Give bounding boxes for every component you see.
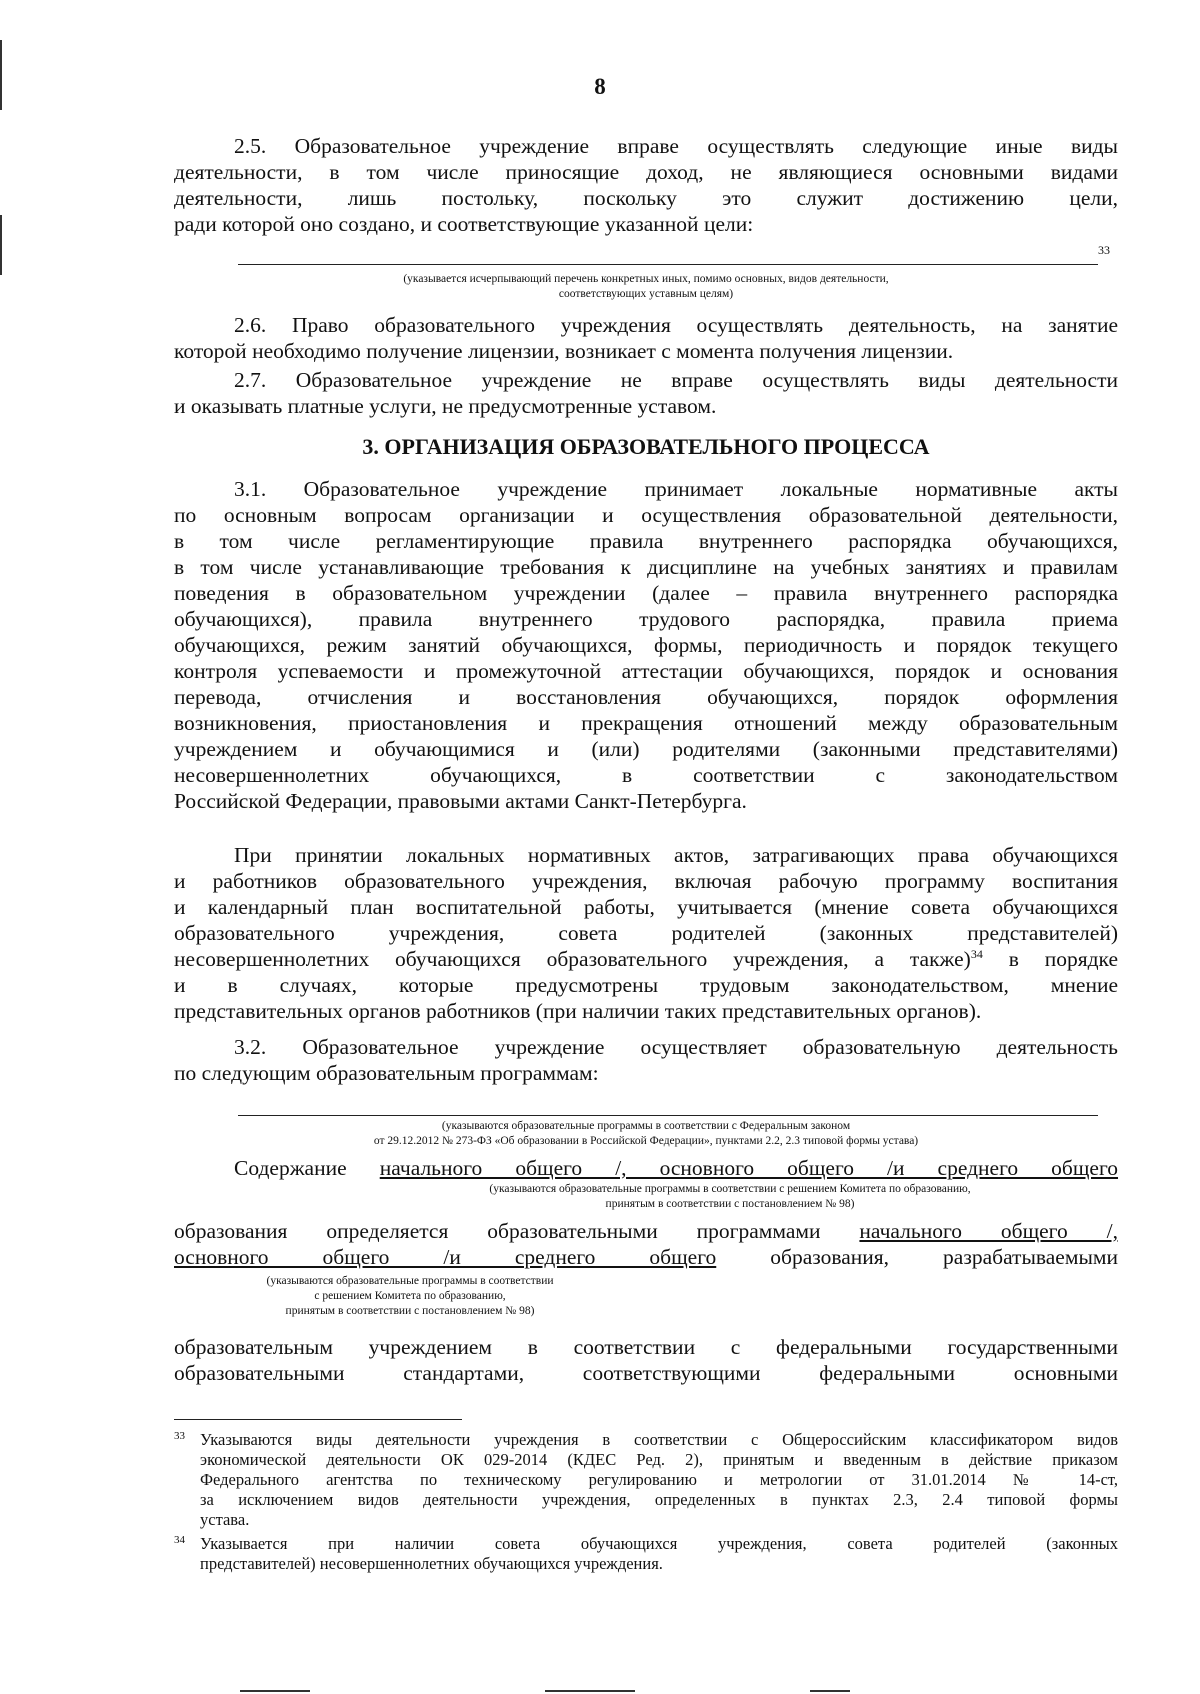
note-line: принятым в соответствии с постановлением № 98) <box>605 1198 855 1210</box>
text-line: контроля успеваемости и промежуточной аттестации обучающихся, порядок и основания <box>174 659 1118 683</box>
text-line: и работников образовательного учреждения, включая рабочую программу воспитания <box>174 869 1118 893</box>
note-line: принятым в соответствии с постановлением № 98) <box>285 1305 535 1317</box>
content-line <box>174 1155 1118 1181</box>
text-segment: несовершеннолетних обучающихся образовательного учреждения, а также) <box>174 947 971 971</box>
text-line: образовательным учреждением в соответствии с федеральными государственными <box>174 1335 1118 1359</box>
text-line: 3.1. Образовательное учреждение принимает локальные нормативные акты <box>234 477 1118 501</box>
paragraph-3-2 <box>174 1034 1118 1086</box>
text-line: и оказывать платные услуги, не предусмотренные уставом. <box>174 394 717 418</box>
text-line: в том числе устанавливающие требования к дисциплине на учебных занятиях и правилам <box>174 555 1118 579</box>
paragraph-2-6 <box>174 312 1118 364</box>
text-line: обучающихся, режим занятий обучающихся, формы, периодичность и порядок текущего <box>174 633 1118 657</box>
footnote-line: представителей) несовершеннолетних обучающихся учреждения. <box>200 1554 663 1573</box>
text-line: ради которой оно создано, и соответствующие указанной цели: <box>174 212 754 236</box>
text-segment: в порядке <box>982 947 1118 971</box>
text-line: которой необходимо получение лицензии, возникает с момента получения лицензии. <box>174 339 954 363</box>
footnote-mark: 33 <box>174 1430 185 1442</box>
text-line: деятельности, лишь постольку, поскольку это служит достижению цели, <box>174 186 1118 210</box>
page-number: 8 <box>594 74 606 99</box>
footnote-34 <box>174 1534 1118 1574</box>
education-lines <box>174 1218 1118 1270</box>
text-segment: Содержание <box>234 1156 347 1180</box>
note-line: (указывается исчерпывающий перечень конкретных иных, помимо основных, видов деятельности, <box>403 273 889 285</box>
text-line: образовательного учреждения, совета родителей (законных представителей) <box>174 921 1118 945</box>
section-heading: 3. ОРГАНИЗАЦИЯ ОБРАЗОВАТЕЛЬНОГО ПРОЦЕССА <box>362 434 930 459</box>
note-line: (указываются образовательные программы в соответствии <box>266 1275 554 1287</box>
text-line: 2.7. Образовательное учреждение не вправе осуществлять виды деятельности <box>234 368 1118 392</box>
scan-bottom-mark <box>810 1690 850 1692</box>
paragraph-2-7 <box>174 367 1118 419</box>
text-line: возникновения, приостановления и прекращения отношений между образовательным <box>174 711 1118 735</box>
text-line: обучающихся), правила внутреннего трудового распорядка, правила приема <box>174 607 1118 631</box>
text-line: в том числе регламентирующие правила внутреннего распорядка обучающихся, <box>174 529 1118 553</box>
note-2-5 <box>174 272 1118 302</box>
text-segment: образования определяется образовательными программами <box>174 1219 821 1243</box>
note-content <box>350 1182 1110 1212</box>
scan-edge-mark <box>0 215 2 275</box>
fill-line <box>238 1115 1098 1116</box>
text-line: При принятии локальных нормативных актов, затрагивающих права обучающихся <box>234 843 1118 867</box>
footnote-line: Указывается при наличии совета обучающихся учреждения, совета родителей (законных <box>200 1534 1118 1553</box>
text-line: представительных органов работников (при наличии таких представительных органов). <box>174 999 982 1023</box>
text-line <box>174 1218 1118 1244</box>
footnote-mark: 34 <box>174 1534 185 1546</box>
scan-bottom-mark <box>545 1690 635 1692</box>
program-levels-underlined: начального общего /, <box>859 1219 1118 1243</box>
text-line: несовершеннолетних обучающихся, в соответствии с законодательством <box>174 763 1118 787</box>
note-line: от 29.12.2012 № 273-ФЗ «Об образовании в Российской Федерации», пунктами 2.2, 2.3 типовой формы устава) <box>373 1135 919 1147</box>
text-line: поведения в образовательном учреждении (далее – правила внутреннего распорядка <box>174 581 1118 605</box>
paragraph-final <box>174 1334 1118 1386</box>
text-line <box>174 1155 1118 1181</box>
paragraph-3-1 <box>174 476 1118 814</box>
footnote-33 <box>174 1430 1118 1530</box>
note-3-2 <box>174 1119 1118 1149</box>
paragraph-acceptance <box>174 842 1118 1024</box>
text-line: Российской Федерации, правовыми актами Санкт-Петербурга. <box>174 789 747 813</box>
text-line: 3.2. Образовательное учреждение осуществляет образовательную деятельность <box>234 1035 1118 1059</box>
footnote-line: за исключением видов деятельности учреждения, определенных в пунктах 2.3, 2.4 типовой формы <box>200 1490 1118 1509</box>
note-basic <box>200 1274 620 1319</box>
text-line: 2.6. Право образовательного учреждения осуществлять деятельность, на занятие <box>234 313 1118 337</box>
text-line: по следующим образовательным программам: <box>174 1061 599 1085</box>
paragraph-2-5 <box>174 133 1118 237</box>
note-line: с решением Комитета по образованию, <box>314 1290 506 1302</box>
footnote-line: устава. <box>200 1510 250 1529</box>
program-levels-underlined: основного общего /и среднего общего <box>174 1245 717 1269</box>
footnote-line: экономической деятельности ОК 029-2014 (КДЕС Ред. 2), принятым и введенным в действие приказом <box>200 1450 1118 1469</box>
footnote-line: Федерального агентства по техническому регулированию и метрологии от 31.01.2014 № 14-ст, <box>200 1470 1118 1489</box>
footnote-ref-33: 33 <box>1098 243 1110 257</box>
text-line: образовательными стандартами, соответствующими федеральными основными <box>174 1361 1118 1385</box>
footnote-line: Указываются виды деятельности учреждения в соответствии с Общероссийским классификатором видов <box>200 1430 1118 1449</box>
text-line: 2.5. Образовательное учреждение вправе осуществлять следующие иные виды <box>234 134 1118 158</box>
text-line: по основным вопросам организации и осуществления образовательной деятельности, <box>174 503 1118 527</box>
text-line: учреждением и обучающимися и (или) родителями (законными представителями) <box>174 737 1118 761</box>
text-line <box>174 946 1118 972</box>
text-segment: образования, разрабатываемыми <box>770 1245 1119 1269</box>
note-line: соответствующих уставным целям) <box>558 288 734 300</box>
text-line: и календарный план воспитательной работы, учитывается (мнение совета обучающихся <box>174 895 1118 919</box>
text-line: перевода, отчисления и восстановления обучающихся, порядок оформления <box>174 685 1118 709</box>
note-line: (указываются образовательные программы в соответствии с решением Комитета по образованию, <box>489 1183 971 1195</box>
text-line <box>174 1244 1118 1270</box>
text-line: деятельности, в том числе приносящие доход, не являющиеся основными видами <box>174 160 1118 184</box>
footnote-ref-34: 34 <box>970 946 983 961</box>
note-line: (указываются образовательные программы в соответствии с Федеральным законом <box>441 1120 851 1132</box>
text-line: и в случаях, которые предусмотрены трудовым законодательством, мнение <box>174 973 1118 997</box>
fill-line <box>238 264 1098 265</box>
program-levels-underlined: начального общего /, основного общего /и среднего общего <box>379 1156 1119 1180</box>
footnote-separator <box>174 1419 462 1420</box>
scan-bottom-mark <box>240 1690 310 1692</box>
